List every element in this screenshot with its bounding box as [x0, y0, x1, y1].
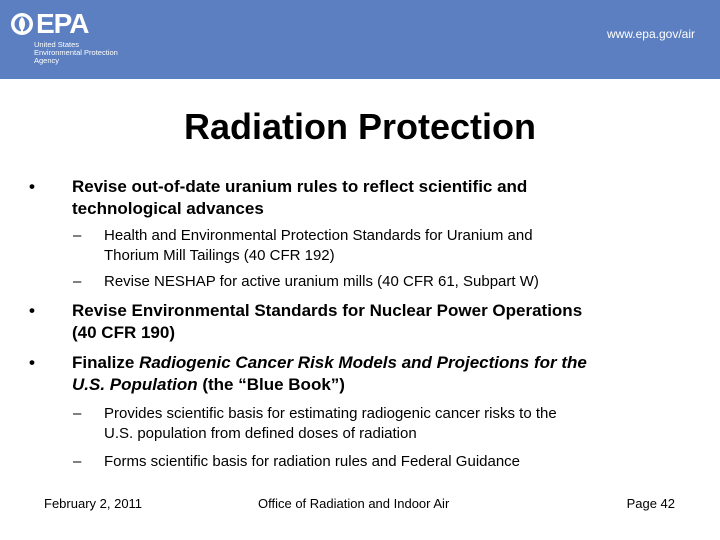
sub-bullet-line: Revise NESHAP for active uranium mills (40 CFR 61, Subpart W): [104, 273, 539, 290]
bullet-line: Revise Environmental Standards for Nuclear Power Operations: [72, 301, 583, 320]
sub-bullet-marker: –: [73, 453, 82, 470]
sub-bullet-item: [104, 272, 664, 292]
publication-title: Radiogenic Cancer Risk Models and Projections for the: [139, 353, 587, 372]
logo-wordmark: EPA: [36, 8, 89, 39]
sub-bullet-marker: –: [73, 273, 82, 290]
site-url-link[interactable]: www.epa.gov/air: [606, 27, 695, 41]
bullet-item: [72, 352, 682, 396]
bullet-line: technological advances: [72, 199, 264, 218]
agency-line: Agency: [34, 56, 60, 65]
bullet-marker: •: [29, 177, 35, 196]
bullet-line: [72, 352, 682, 374]
sub-bullet-item: [104, 404, 664, 444]
bullet-text: Finalize: [72, 353, 140, 372]
sub-bullet-line: Forms scientific basis for radiation rules and Federal Guidance: [104, 453, 521, 470]
sub-bullet-line: Thorium Mill Tailings (40 CFR 192): [104, 247, 335, 264]
bullet-marker: •: [29, 301, 35, 320]
bullet-item: [72, 176, 682, 220]
sub-bullet-item: [104, 226, 664, 266]
sub-bullet-marker: –: [73, 227, 82, 244]
sub-bullet-line: U.S. population from defined doses of radiation: [104, 425, 417, 442]
bullet-marker: •: [29, 353, 35, 372]
agency-line: Environmental Protection: [34, 48, 118, 57]
bullet-line: [72, 374, 682, 396]
footer-page-number: Page 42: [626, 496, 675, 511]
sub-bullet-item: [104, 452, 664, 472]
footer-date: February 2, 2011: [44, 496, 143, 511]
footer-office: Office of Radiation and Indoor Air: [258, 496, 450, 511]
bullet-item: [72, 300, 682, 344]
agency-line: United States: [34, 40, 80, 49]
slide-title: Radiation Protection: [183, 106, 537, 147]
sub-bullet-line: Provides scientific basis for estimating radiogenic cancer risks to the: [104, 405, 557, 422]
bullet-line: Revise out-of-date uranium rules to reflect scientific and: [72, 177, 528, 196]
sub-bullet-marker: –: [73, 405, 82, 422]
publication-title: U.S. Population: [72, 375, 198, 394]
sub-bullet-line: Health and Environmental Protection Standards for Uranium and: [104, 227, 533, 244]
bullet-line: (40 CFR 190): [72, 323, 175, 342]
bullet-text: (the “Blue Book”): [197, 375, 345, 394]
